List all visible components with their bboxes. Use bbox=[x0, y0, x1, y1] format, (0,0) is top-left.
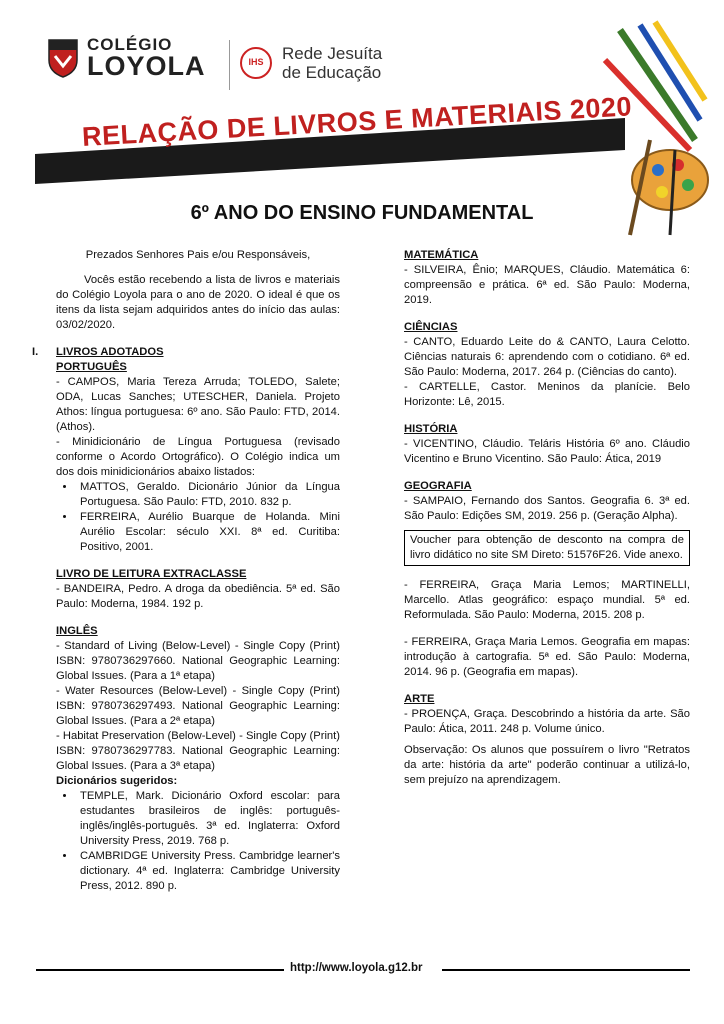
ingles-item-1: - Standard of Living (Below-Level) - Single Copy (Print) ISBN: 9780736297660. National Geographic Learning: Global Issues. (Para a 1ª etapa) bbox=[56, 640, 340, 682]
greeting: Prezados Senhores Pais e/ou Responsáveis, bbox=[85, 249, 311, 261]
footer-url: http://www.loyola.g12.br bbox=[290, 962, 423, 974]
left-column bbox=[32, 248, 340, 894]
dictionaries-heading: Dicionários sugeridos: bbox=[56, 775, 178, 787]
geografia-item-2: - FERREIRA, Graça Maria Lemos; MARTINELLI, Marcello. Atlas geográfico: espaço mundial. 5ª ed. Reformulada. São Paulo: Moderna, 2015. 208 p. bbox=[404, 579, 690, 621]
ingles-item-3: - Habitat Preservation (Below-Level) - Single Copy (Print) ISBN: 9780736297783. National Geographic Learning: Global Issues. (Para a 3ª etapa) bbox=[56, 730, 340, 772]
geografia-item-3: - FERREIRA, Graça Maria Lemos. Geografia em mapas: introdução à cartografia. 5ª ed. São Paulo: Moderna, 2014. 96 p. (Geografia em mapas). bbox=[404, 636, 690, 678]
voucher-box bbox=[404, 530, 690, 566]
historia-heading: HISTÓRIA bbox=[404, 423, 458, 435]
arte-heading: ARTE bbox=[404, 693, 435, 705]
logo-divider bbox=[229, 40, 230, 90]
rede-line2: de Educação bbox=[282, 63, 382, 82]
leitura-item: - BANDEIRA, Pedro. A droga da obediência. 5ª ed. São Paulo: Moderna, 1984. 192 p. bbox=[56, 583, 340, 610]
ciencias-item-2: - CARTELLE, Castor. Meninos da planície. Belo Horizonte: Lê, 2015. bbox=[404, 381, 690, 408]
footer-rule-right bbox=[442, 969, 690, 971]
portugues-item-1: - CAMPOS, Maria Tereza Arruda; TOLEDO, Salete; ODA, Lucas Sanches; UTESCHER, Daniela. Projeto Athos: língua portuguesa: 6º ano. São Paulo: FTD, 2014. (Athos). bbox=[56, 376, 340, 433]
portugues-heading: PORTUGUÊS bbox=[56, 361, 127, 373]
jesuit-emblem-icon bbox=[240, 47, 272, 79]
ciencias-item-1: - CANTO, Eduardo Leite do & CANTO, Laura Celotto. Ciências naturais 6: aprendendo com o cotidiano. 6ª ed. São Paulo: Moderna, 2017. 264 p. (Ciências do canto). bbox=[404, 336, 690, 378]
page-title: RELAÇÃO DE LIVROS E MATERIAIS 2020 bbox=[81, 91, 633, 153]
section-number: I. bbox=[32, 346, 39, 358]
matematica-heading: MATEMÁTICA bbox=[404, 249, 479, 261]
dictionary-item: • MATTOS, Geraldo. Dicionário Júnior da Língua Portuguesa. São Paulo: FTD, 2010. 832 p. bbox=[76, 480, 340, 510]
voucher-text: Voucher para obtenção de desconto na compra de livro didático no site SM Direto: 51576F26. Vide anexo. bbox=[410, 534, 684, 561]
rede-line1: Rede Jesuíta bbox=[282, 44, 383, 63]
logo-colegio-text: COLÉGIO bbox=[87, 35, 173, 54]
dictionary-item: • FERREIRA, Aurélio Buarque de Holanda. Mini Aurélio Escolar: século XXI. 8ª ed. Curitiba: Positivo, 2001. bbox=[76, 510, 340, 555]
dictionary-item: • TEMPLE, Mark. Dicionário Oxford escolar: para estudantes brasileiros de inglês: português-inglês/inglês-português. 3ª ed. Inglaterra: Oxford University Press, 2019. 768 p. bbox=[76, 789, 340, 849]
ciencias-heading: CIÊNCIAS bbox=[404, 321, 458, 333]
geografia-item-1: - SAMPAIO, Fernando dos Santos. Geografia 6. 3ª ed. São Paulo: Edições SM, 2019. 256 p. (Geração Alpha). bbox=[404, 495, 690, 522]
footer-rule-left bbox=[36, 969, 284, 971]
arte-item: - PROENÇA, Graça. Descobrindo a história da arte. São Paulo: Ática, 2011. 248 p. Volume único. bbox=[404, 708, 690, 735]
page-subtitle: 6º ANO DO ENSINO FUNDAMENTAL bbox=[190, 202, 534, 224]
leitura-heading: LIVRO DE LEITURA EXTRACLASSE bbox=[56, 568, 247, 580]
geografia-heading: GEOGRAFIA bbox=[404, 480, 472, 492]
ingles-item-2: - Water Resources (Below-Level) - Single Copy (Print) ISBN: 9780736297493. National Geographic Learning: Global Issues. (Para a 2ª etapa) bbox=[56, 685, 340, 727]
colegio-loyola-logo bbox=[47, 36, 206, 80]
ingles-heading: INGLÊS bbox=[56, 625, 98, 637]
intro-paragraph: Vocês estão recebendo a lista de livros e materiais do Colégio Loyola para o ano de 2020. O ideal é que os itens da lista sejam adquiridos antes do início das aulas: 03/02/2020. bbox=[56, 274, 340, 331]
section-title: LIVROS ADOTADOS bbox=[56, 346, 164, 358]
dictionary-item: • CAMBRIDGE University Press. Cambridge learner's dictionary. 4ª ed. Inglaterra: Cambridge University Press, 2012. 890 p. bbox=[76, 849, 340, 894]
right-column bbox=[404, 248, 690, 788]
rede-jesuita-logo bbox=[240, 44, 382, 82]
school-shield-icon bbox=[47, 38, 79, 78]
arte-note: Observação: Os alunos que possuírem o livro "Retratos da arte: história da arte" poderão continuar a utilizá-lo, sem prejuízo na aprendizagem. bbox=[404, 744, 690, 786]
logo-loyola-text: LOYOLA bbox=[87, 51, 206, 81]
portugues-item-2: - Minidicionário de Língua Portuguesa (revisado conforme o Acordo Ortográfico). O Colégio indica um dos dois minidicionários abaixo listados: bbox=[56, 436, 340, 478]
historia-item: - VICENTINO, Cláudio. Teláris História 6º ano. Cláudio Vicentino e Bruno Vicentino. São Paulo: Ática, 2019 bbox=[404, 438, 690, 465]
matematica-item: - SILVEIRA, Ênio; MARQUES, Cláudio. Matemática 6: compreensão e prática. 6ª ed. São Paulo: Moderna, 2019. bbox=[404, 264, 690, 306]
